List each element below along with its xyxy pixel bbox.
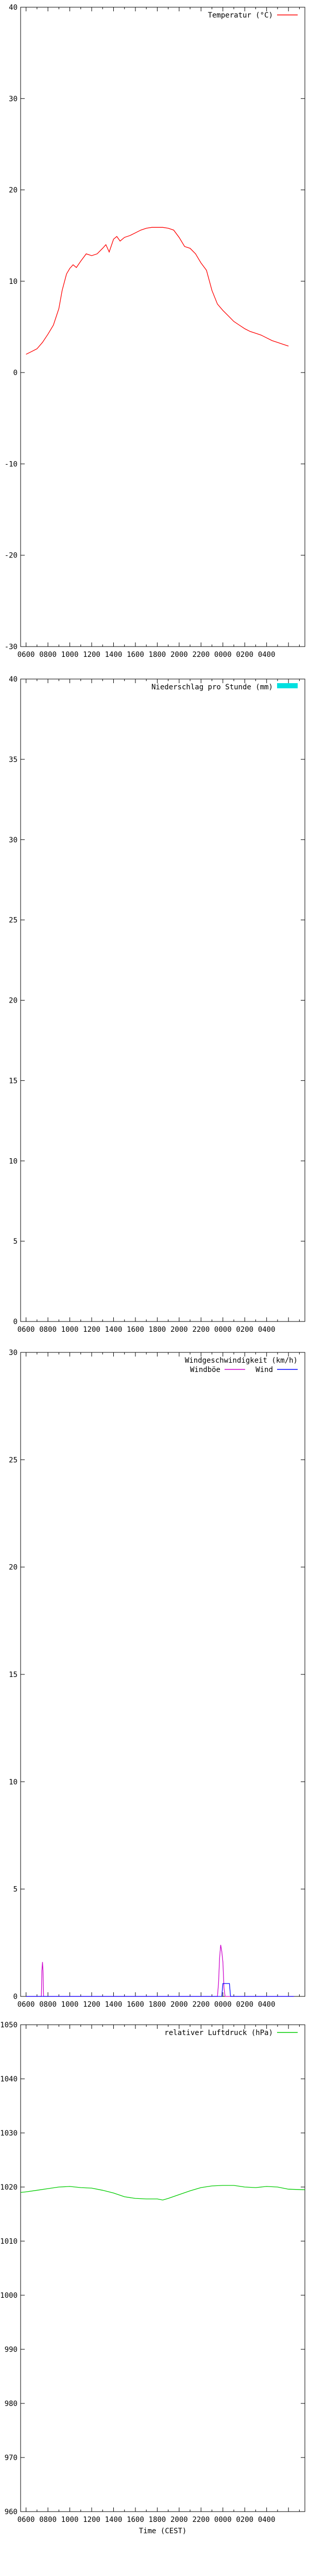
x-tick-label: 0600 xyxy=(17,651,35,659)
x-tick-label: 2200 xyxy=(192,2001,210,2009)
x-tick-label: 1800 xyxy=(148,651,166,659)
x-tick-label: 2200 xyxy=(192,1326,210,1334)
y-tick-label: -10 xyxy=(4,460,18,469)
y-tick-label: 25 xyxy=(9,1456,18,1465)
y-tick-label: 10 xyxy=(9,1157,18,1166)
x-tick-label: 0400 xyxy=(258,2001,276,2009)
x-tick-label: 0200 xyxy=(236,2001,254,2009)
x-tick-label: 2000 xyxy=(170,2516,188,2524)
x-tick-label: 0000 xyxy=(214,2001,232,2009)
x-tick-label: 1800 xyxy=(148,2516,166,2524)
legend-swatch xyxy=(277,683,298,688)
y-tick-label: 15 xyxy=(9,1077,18,1086)
x-axis-title: Time (CEST) xyxy=(139,2527,187,2535)
x-tick-label: 1200 xyxy=(83,2516,100,2524)
x-tick-label: 1000 xyxy=(61,2001,79,2009)
series-line xyxy=(26,1945,294,1996)
y-tick-label: 25 xyxy=(9,916,18,925)
x-tick-label: 0800 xyxy=(39,651,57,659)
x-tick-label: 0400 xyxy=(258,2516,276,2524)
x-tick-label: 0000 xyxy=(214,2516,232,2524)
y-tick-label: 960 xyxy=(4,2508,18,2516)
x-tick-label: 0400 xyxy=(258,651,276,659)
y-tick-label: 1000 xyxy=(0,2292,18,2300)
y-tick-label: 15 xyxy=(9,1671,18,1679)
y-tick-label: 1020 xyxy=(0,2183,18,2192)
x-tick-label: 0200 xyxy=(236,651,254,659)
y-tick-label: 970 xyxy=(4,2454,18,2462)
y-tick-label: 30 xyxy=(9,1349,18,1357)
y-tick-label: 1010 xyxy=(0,2238,18,2246)
x-tick-label: 0200 xyxy=(236,1326,254,1334)
x-tick-label: 1000 xyxy=(61,2516,79,2524)
y-tick-label: 30 xyxy=(9,95,18,104)
x-tick-label: 0000 xyxy=(214,651,232,659)
series-line xyxy=(26,1984,294,1996)
y-tick-label: 10 xyxy=(9,1778,18,1787)
x-tick-label: 1400 xyxy=(105,1326,123,1334)
x-tick-label: 2000 xyxy=(170,1326,188,1334)
y-tick-label: 20 xyxy=(9,1563,18,1572)
y-tick-label: 0 xyxy=(13,369,18,378)
plot-frame xyxy=(21,679,305,1321)
y-tick-label: -20 xyxy=(4,551,18,560)
x-tick-label: 1400 xyxy=(105,2516,123,2524)
x-tick-label: 1200 xyxy=(83,2001,100,2009)
y-tick-label: 980 xyxy=(4,2400,18,2408)
y-tick-label: 40 xyxy=(9,4,18,12)
x-tick-label: 1200 xyxy=(83,651,100,659)
y-tick-label: 0 xyxy=(13,1993,18,2001)
y-tick-label: 5 xyxy=(13,1238,18,1246)
x-tick-label: 1400 xyxy=(105,651,123,659)
y-tick-label: 1050 xyxy=(0,2021,18,2029)
plot-frame xyxy=(21,2025,305,2512)
legend-label: Wind xyxy=(255,1366,273,1374)
legend-label: Windböe xyxy=(190,1366,220,1374)
y-tick-label: 30 xyxy=(9,836,18,844)
x-tick-label: 2000 xyxy=(170,2001,188,2009)
chart-panel-4 xyxy=(0,2021,305,2535)
chart-title: Windgeschwindigkeit (km/h) xyxy=(184,1357,298,1365)
x-tick-label: 0800 xyxy=(39,2516,57,2524)
x-tick-label: 1800 xyxy=(148,2001,166,2009)
x-tick-label: 0600 xyxy=(17,1326,35,1334)
x-tick-label: 0800 xyxy=(39,1326,57,1334)
x-tick-label: 1600 xyxy=(127,1326,144,1334)
x-tick-label: 1200 xyxy=(83,1326,100,1334)
x-tick-label: 1400 xyxy=(105,2001,123,2009)
chart-panel-3 xyxy=(9,1349,305,2009)
x-tick-label: 0800 xyxy=(39,2001,57,2009)
y-tick-label: 20 xyxy=(9,186,18,195)
y-tick-label: -30 xyxy=(4,643,18,651)
y-tick-label: 990 xyxy=(4,2346,18,2354)
legend-label: relativer Luftdruck (hPa) xyxy=(164,2029,273,2037)
x-tick-label: 1000 xyxy=(61,1326,79,1334)
y-tick-label: 0 xyxy=(13,1318,18,1326)
plot-frame xyxy=(21,1352,305,1996)
x-tick-label: 1800 xyxy=(148,1326,166,1334)
legend-label: Temperatur (°C) xyxy=(208,11,273,20)
x-tick-label: 0000 xyxy=(214,1326,232,1334)
x-tick-label: 0400 xyxy=(258,1326,276,1334)
x-tick-label: 2200 xyxy=(192,651,210,659)
y-tick-label: 40 xyxy=(9,675,18,684)
x-tick-label: 1000 xyxy=(61,651,79,659)
x-tick-label: 2000 xyxy=(170,651,188,659)
y-tick-label: 5 xyxy=(13,1885,18,1894)
y-tick-label: 35 xyxy=(9,755,18,764)
y-tick-label: 1030 xyxy=(0,2129,18,2138)
legend-label: Niederschlag pro Stunde (mm) xyxy=(151,683,273,691)
series-line xyxy=(21,2185,305,2200)
series-line xyxy=(26,227,289,354)
x-tick-label: 0600 xyxy=(17,2001,35,2009)
plot-frame xyxy=(21,7,305,647)
chart-panel-2 xyxy=(9,675,305,1334)
x-tick-label: 2200 xyxy=(192,2516,210,2524)
y-tick-label: 10 xyxy=(9,277,18,286)
x-tick-label: 0200 xyxy=(236,2516,254,2524)
x-tick-label: 1600 xyxy=(127,2001,144,2009)
y-tick-label: 1040 xyxy=(0,2075,18,2083)
x-tick-label: 0600 xyxy=(17,2516,35,2524)
x-tick-label: 1600 xyxy=(127,651,144,659)
y-tick-label: 20 xyxy=(9,996,18,1005)
x-tick-label: 1600 xyxy=(127,2516,144,2524)
chart-panel-1 xyxy=(5,4,305,659)
